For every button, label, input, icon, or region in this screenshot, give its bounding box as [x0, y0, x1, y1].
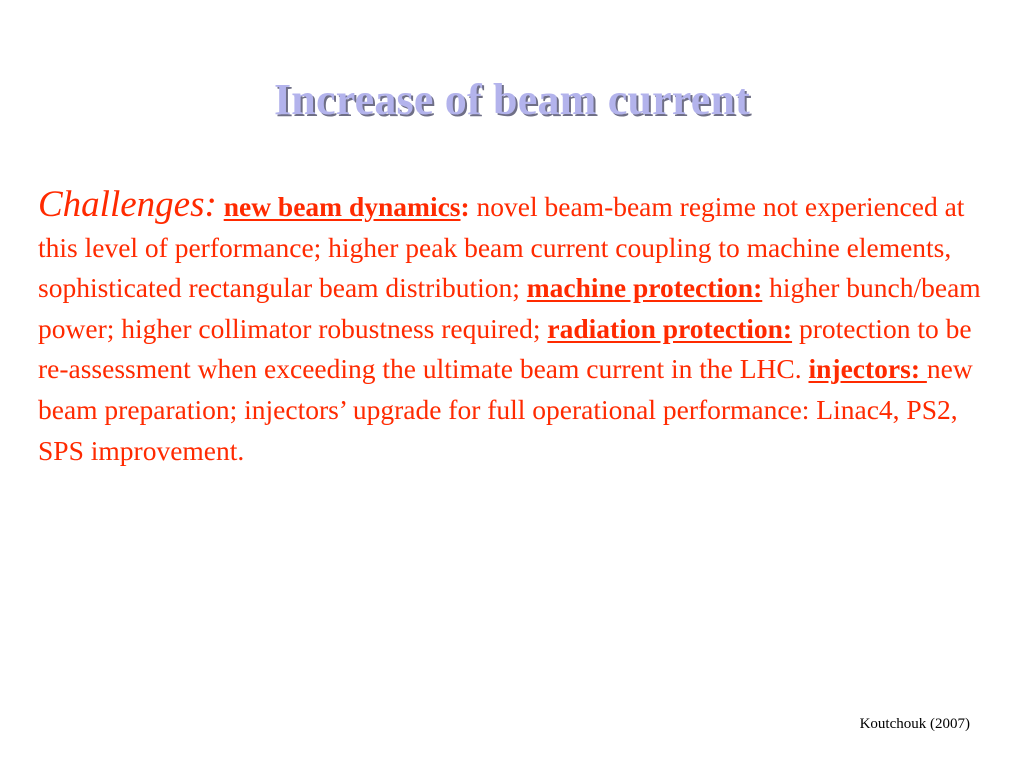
- section-text-machine-protection: higher bunch/beam power; higher collimator robustness required;: [38, 272, 981, 344]
- slide-title: Increase of beam current: [273, 75, 751, 124]
- keyword-machine-protection: machine protection:: [526, 272, 763, 304]
- slide-body: [38, 185, 988, 471]
- challenges-lead: Challenges:: [38, 184, 217, 225]
- credit-citation: Koutchouk (2007): [859, 716, 970, 732]
- keyword-injectors: injectors:: [808, 353, 927, 385]
- keyword-colon: :: [460, 191, 470, 222]
- section-text-injectors: new beam preparation; injectors’ upgrade for full operational performance: Linac4, PS2, SPS improvement.: [38, 353, 973, 466]
- keyword-radiation-protection: radiation protection:: [547, 312, 793, 344]
- section-text-beam-dynamics: novel beam-beam regime not experienced at this level of performance; higher peak beam current coupling to machine elements, sophisticated rectangular beam distribution;: [38, 191, 965, 304]
- keyword-new-beam-dynamics: new beam dynamics: [223, 191, 461, 222]
- section-text-radiation-protection: protection to be re-assessment when exceeding the ultimate beam current in the LHC.: [38, 312, 972, 385]
